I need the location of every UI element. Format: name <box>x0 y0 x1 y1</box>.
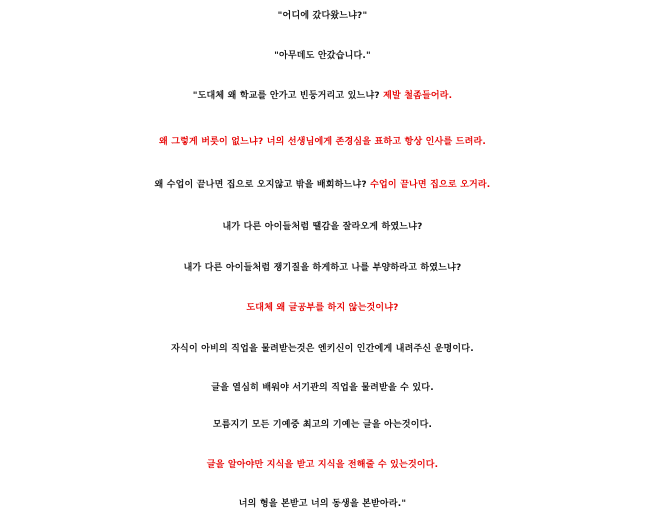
text-line <box>0 415 645 435</box>
text-line <box>0 339 645 359</box>
line-segment-emphasis: 수업이 끝나면 집으로 오거라. <box>370 180 491 190</box>
line-segment: 자식이 아비의 직업을 물려받는것은 엔키신이 인간에게 내려주신 운명이다. <box>171 344 474 354</box>
line-segment: 너의 형을 본받고 너의 동생을 본받아라." <box>238 499 407 509</box>
line-segment: 글을 열심히 배워야 서기관의 직업을 물려받을 수 있다. <box>211 383 434 393</box>
line-segment-emphasis: 도대체 왜 글공부를 하지 않는것이냐? <box>246 303 399 313</box>
line-segment-emphasis: 왜 그렇게 버릇이 없느냐? 너의 선생님에게 존경심을 표하고 항상 인사를 드려라. <box>159 137 486 147</box>
line-segment-emphasis: 글을 알아야만 지식을 받고 지식을 전해줄 수 있는것이다. <box>206 460 439 470</box>
line-segment: 왜 수업이 끝나면 집으로 오지않고 밖을 배회하느냐? <box>154 180 371 190</box>
line-segment: 내가 다른 아이들처럼 땔감을 잘라오게 하였느냐? <box>222 222 423 232</box>
text-line <box>0 258 645 278</box>
text-line <box>0 298 645 318</box>
line-segment-emphasis: 제발 철좀들어라. <box>383 91 453 101</box>
line-segment: 내가 다른 아이들처럼 쟁기질을 하게하고 나를 부양하라고 하였느냐? <box>183 263 462 273</box>
text-line <box>0 175 645 195</box>
text-line <box>0 217 645 237</box>
text-line <box>0 494 645 514</box>
text-line <box>0 86 645 106</box>
text-line <box>0 46 645 66</box>
line-segment: "아무데도 안갔습니다." <box>274 51 371 61</box>
line-segment: 모름지기 모든 기예중 최고의 기예는 글을 아는것이다. <box>212 420 433 430</box>
text-line <box>0 132 645 152</box>
text-line <box>0 378 645 398</box>
text-line <box>0 455 645 475</box>
line-segment: "어디에 갔다왔느냐?" <box>277 11 368 21</box>
line-segment: "도대체 왜 학교를 안가고 빈둥거리고 있느냐? <box>192 91 384 101</box>
text-line <box>0 6 645 26</box>
